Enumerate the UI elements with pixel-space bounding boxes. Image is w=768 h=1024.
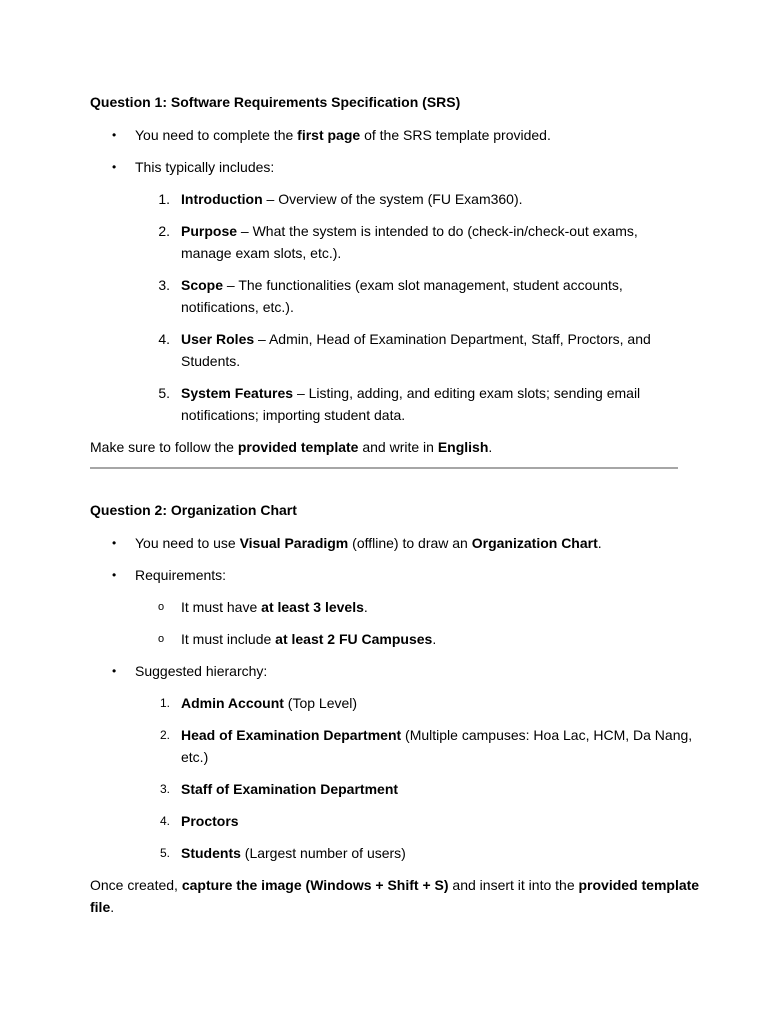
- list-number: 4.: [158, 331, 170, 347]
- bullet-marker: •: [112, 536, 117, 550]
- q1-item-introduction: Introduction – Overview of the system (FU Exam360).: [181, 191, 523, 207]
- q2-bullet-1: You need to use Visual Paradigm (offline) to draw an Organization Chart.: [135, 535, 602, 551]
- list-number: 3.: [159, 782, 170, 796]
- hierarchy-head-of-exam-dept-cont: etc.): [181, 749, 209, 765]
- q2-bullet-3: Suggested hierarchy:: [135, 663, 268, 679]
- list-number: 1.: [159, 696, 170, 710]
- q1-item-system-features: System Features – Listing, adding, and editing exam slots; sending email: [181, 385, 641, 401]
- q1-bullet-2: This typically includes:: [135, 159, 275, 175]
- q1-item-purpose-cont: manage exam slots, etc.).: [181, 245, 342, 261]
- q1-title: Question 1: Software Requirements Specification (SRS): [90, 94, 461, 110]
- list-number: 2.: [159, 728, 170, 742]
- list-number: 1.: [158, 191, 170, 207]
- list-number: 5.: [158, 385, 170, 401]
- q1-item-purpose: Purpose – What the system is intended to do (check-in/check-out exams,: [181, 223, 638, 239]
- list-number: 5.: [159, 846, 170, 860]
- q1-item-scope-cont: notifications, etc.).: [181, 299, 294, 315]
- q1-item-user-roles-cont: Students.: [181, 353, 241, 369]
- q2-closing-cont: file.: [90, 899, 115, 915]
- bullet-marker: •: [112, 160, 117, 174]
- q1-item-user-roles: User Roles – Admin, Head of Examination Department, Staff, Proctors, and: [181, 331, 651, 347]
- q2-requirement-levels: It must have at least 3 levels.: [181, 599, 368, 615]
- hierarchy-students: Students (Largest number of users): [181, 845, 406, 861]
- horizontal-divider: [90, 467, 678, 469]
- list-number: 2.: [158, 223, 170, 239]
- bullet-marker: •: [112, 568, 117, 582]
- bullet-marker: •: [112, 128, 117, 142]
- q1-item-scope: Scope – The functionalities (exam slot management, student accounts,: [181, 277, 623, 293]
- hierarchy-proctors: Proctors: [181, 813, 239, 829]
- list-number: 3.: [158, 277, 170, 293]
- hierarchy-head-of-exam-dept: Head of Examination Department (Multiple campuses: Hoa Lac, HCM, Da Nang,: [181, 727, 693, 743]
- hierarchy-admin-account: Admin Account (Top Level): [181, 695, 358, 711]
- q2-bullet-2: Requirements:: [135, 567, 227, 583]
- bullet-marker: •: [112, 664, 117, 678]
- q2-requirement-campuses: It must include at least 2 FU Campuses.: [181, 631, 437, 647]
- q1-bullet-1: You need to complete the first page of the SRS template provided.: [135, 127, 551, 143]
- sub-bullet-marker: o: [158, 633, 165, 645]
- q2-closing: Once created, capture the image (Windows + Shift + S) and insert it into the provided template: [90, 877, 700, 893]
- q1-item-system-features-cont: notifications; importing student data.: [181, 407, 406, 423]
- hierarchy-staff: Staff of Examination Department: [181, 781, 399, 797]
- q1-note: Make sure to follow the provided template and write in English.: [90, 439, 493, 455]
- sub-bullet-marker: o: [158, 601, 165, 613]
- q2-title: Question 2: Organization Chart: [90, 502, 297, 518]
- list-number: 4.: [159, 814, 170, 828]
